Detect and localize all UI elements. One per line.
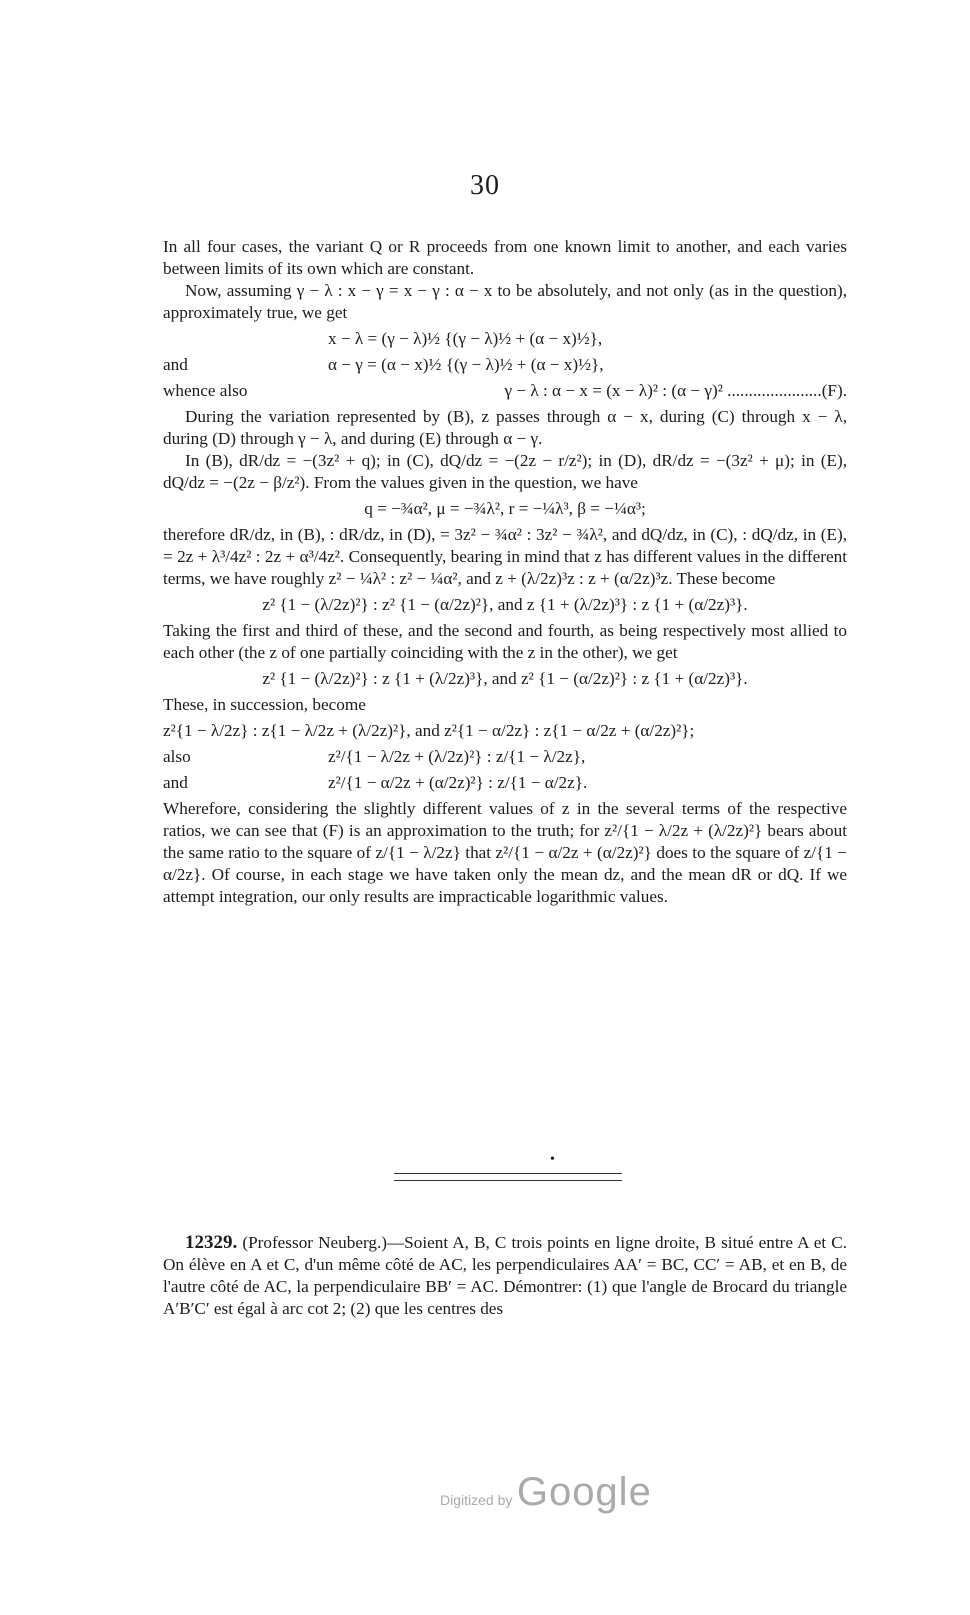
equation-2-row <box>163 354 847 376</box>
solution-body <box>163 236 847 908</box>
watermark-logo-text: Google <box>516 1470 652 1514</box>
equation-1: x − λ = (γ − λ)½ {(γ − λ)½ + (α − x)½}, <box>328 329 603 348</box>
equation-3: γ − λ : α − x = (x − λ)² : (α − γ)² ......................(F). <box>504 381 847 400</box>
section-divider <box>394 1173 622 1174</box>
equation-2: α − γ = (α − x)½ {(γ − λ)½ + (α − x)½}, <box>328 355 604 374</box>
section-divider-2 <box>394 1180 622 1181</box>
page-number: 30 <box>470 170 500 201</box>
equation-6: z² {1 − (λ/2z)²} : z {1 + (λ/2z)³}, and z² {1 − (α/2z)²} : z {1 + (α/2z)³}. <box>262 669 748 688</box>
equation-8-label: also <box>163 747 191 766</box>
equation-5: z² {1 − (λ/2z)²} : z² {1 − (α/2z)²}, and z {1 + (λ/2z)³} : z {1 + (α/2z)³}. <box>262 595 748 614</box>
paragraph-2: Now, assuming γ − λ : x − γ = x − γ : α − x to be absolutely, and not only (as in the question), approximately true, we get <box>163 281 847 322</box>
paragraph-6: Taking the first and third of these, and the second and fourth, as being respectively most allied to each other (the z of one partially coinciding with the z in the other), we get <box>163 621 847 662</box>
paragraph-7: These, in succession, become <box>163 695 366 714</box>
equation-8-row <box>163 746 847 768</box>
paragraph-3: During the variation represented by (B), z passes through α − x, during (C) through x − λ, during (D) through γ − λ, and during (E) through α − γ. <box>163 407 847 448</box>
question-number: 12329. <box>185 1232 238 1253</box>
equation-2-label: and <box>163 355 188 374</box>
equation-3-row <box>163 380 847 402</box>
equation-1-row <box>163 328 847 350</box>
equation-3-label: whence also <box>163 381 248 400</box>
watermark-small-text: Digitized by <box>440 1492 513 1508</box>
paragraph-8: Wherefore, considering the slightly different values of z in the several terms of the respective ratios, we can see that (F) is an approximation to the truth; for z²/{1 − λ/2z + (λ/2z)²} bears about the same ratio to the square of z/{1 − λ/2z} that z²/{1 − α/2z + (α/2z)²} does to the square of z/{1 − α/2z}. Of course, in each stage we have taken only the mean dz, and the mean dR or dQ. If we attempt integration, our only results are impracticable logarithmic values. <box>163 799 847 906</box>
paragraph-4: In (B), dR/dz = −(3z² + q); in (C), dQ/dz = −(2z − r/z²); in (D), dR/dz = −(3z² + μ); in (E), dQ/dz = −(2z − β/z²). From the values given in the question, we have <box>163 451 847 492</box>
equation-9-label: and <box>163 773 188 792</box>
equation-4: q = −¾α², μ = −¾λ², r = −¼λ³, β = −¼α³; <box>364 499 646 518</box>
equation-8: z²/{1 − λ/2z + (λ/2z)²} : z/{1 − λ/2z}, <box>328 747 586 766</box>
question-12329 <box>163 1232 847 1320</box>
paragraph-1: In all four cases, the variant Q or R proceeds from one known limit to another, and each varies between limits of its own which are constant. <box>163 237 847 278</box>
equation-9-row <box>163 772 847 794</box>
question-text: (Professor Neuberg.)—Soient A, B, C trois points en ligne droite, B situé entre A et C. On élève en A et C, d'un même côté de AC, les perpendiculaires AA′ = BC, CC′ = AB, et en B, de l'autre côté de AC, la perpendiculaire BB′ = AC. Démontrer: (1) que l'angle de Brocard du triangle A′B′C′ est égal à arc cot 2; (2) que les centres des <box>163 1233 848 1318</box>
equation-7: z²{1 − λ/2z} : z{1 − λ/2z + (λ/2z)²}, and z²{1 − α/2z} : z{1 − α/2z + (α/2z)²}; <box>163 721 695 740</box>
divider-dot: • <box>550 1152 555 1167</box>
equation-9: z²/{1 − α/2z + (α/2z)²} : z/{1 − α/2z}. <box>328 773 588 792</box>
paragraph-5: therefore dR/dz, in (B), : dR/dz, in (D), = 3z² − ¾α² : 3z² − ¾λ², and dQ/dz, in (C), : dQ/dz, in (E), = 2z + λ³/4z² : 2z + α³/4z². Consequently, bearing in mind that z has different values in the different terms, we have roughly z² − ¼λ² : z² − ¼α², and z + (λ/2z)³z : z + (α/2z)³z. These become <box>163 525 847 588</box>
digitized-watermark <box>440 1470 652 1515</box>
